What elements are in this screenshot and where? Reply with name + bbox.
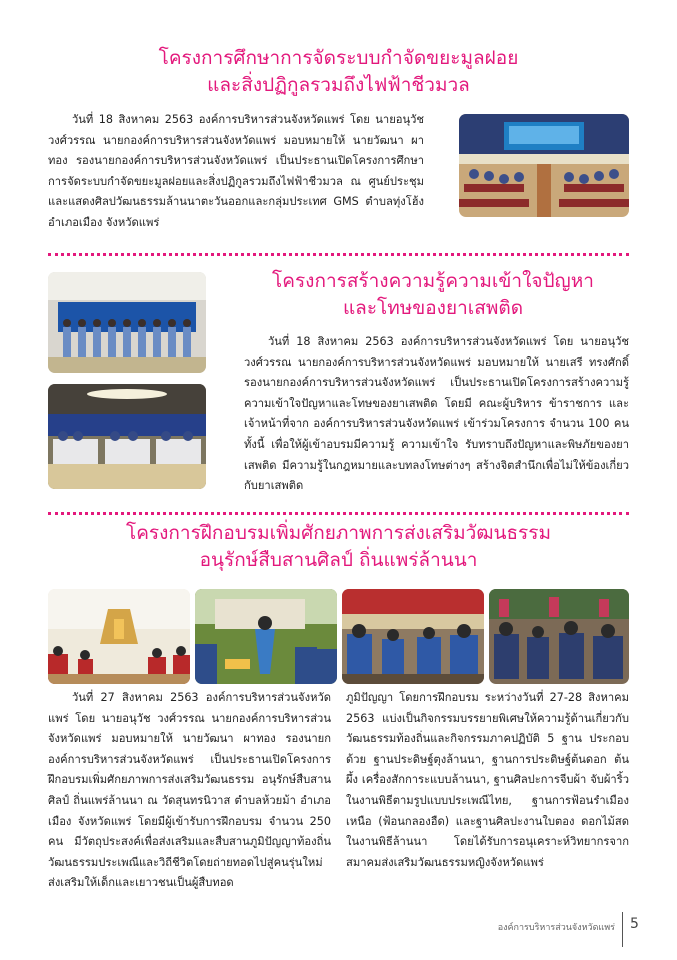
section3-photo-workshop-outdoor (195, 589, 337, 684)
section3-column-1: วันที่ 27 สิงหาคม 2563 องค์การบริหารส่วนจังหวัดแพร่ โดย นายอนุวัช วงศ์วรรณ นายกองค์การบริหารส่วนจังหวัดแพร่ มอบหมายให้ นายวัฒนา ผาทอง รองนายกองค์การบริหารส่วนจังหวัดแพร่ เป็นประธานเปิดโครงการฝึกอบรมเพิ่มศักยภาพการส่งเสริมวัฒนธรรม อนุรักษ์สืบสานศิลป์ ถิ่นแพร่ล้านนา ณ วัดสุนทรนิวาส ตำบลห้วยม้า อำเภอเมือง จังหวัดแพร่ โดยมีผู้เข้ารับการฝึกอบรม จำนวน 250 คน มีวัตถุประสงค์เพื่อส่งเสริมและสืบสานภูมิปัญญาท้องถิ่น วัฒนธรรมประเพณีและวิถีชีวิตโดยถ่ายทอดไปสู่คนรุ่นใหม่ ส่งเสริมให้เด็กและเยาวชนเป็นผู้สืบทอด (48, 691, 331, 890)
divider-1 (48, 253, 629, 256)
section1-photo-meeting-hall (459, 114, 629, 217)
section3-column-2: ภูมิปัญญา โดยการฝึกอบรม ระหว่างวันที่ 27-28 สิงหาคม 2563 แบ่งเป็นกิจกรรมบรรยายพิเศษให้ความรู้ด้านเกี่ยวกับวัฒนธรรมท้องถิ่นและกิจกรรมภาคปฏิบัติ 5 ฐาน ประกอบด้วย ฐานประดิษฐ์ตุงล้านนา, ฐานการประดิษฐ์ต้นดอก ต้นผึ้ง เครื่องสักการะแบบล้านนา, ฐานศิลปะการจีบผ้า จับผ้าริ้วในงานพิธีตามรูปแบบประเพณีไทย, ฐานการฟ้อนรำเมืองเหนือ (ฟ้อนกลองอืด) และฐานศิลปะงานใบตอง ดอกไม้สดในงานพิธีล้านนา โดยได้รับการอนุเคราะห์วิทยากรจากสมาคมส่งเสริมวัฒนธรรมหญิงจังหวัดแพร่ (346, 691, 629, 869)
section3-title-line1: โครงการฝึกอบรมเพิ่มศักยภาพการส่งเสริมวัฒนธรรม (126, 522, 551, 544)
section1-title (20, 45, 657, 99)
section3-title-line2: อนุรักษ์สืบสานศิลป์ ถิ่นแพร่ล้านนา (199, 549, 478, 571)
section1-paragraph: วันที่ 18 สิงหาคม 2563 องค์การบริหารส่วนจังหวัดแพร่ โดย นายอนุวัช วงศ์วรรณ นายกองค์การบริหารส่วนจังหวัดแพร่ มอบหมายให้ นายวัฒนา ผาทอง รองนายกองค์การบริหารส่วนจังหวัดแพร่ เป็นประธานเปิดโครงการศึกษาการจัดระบบกำจัดขยะมูลฝอยและสิ่งปฏิกูลรวมถึงไฟฟ้าชีวมวล ณ ศูนย์ประชุมและแสดงศิลปวัฒนธรรมล้านนาตะวันออกและกลุ่มประเทศ GMS ตำบลทุ่งโฮ้ง อำเภอเมือง จังหวัดแพร่ (48, 113, 424, 229)
section3-photo-temple (48, 589, 190, 684)
section2-photo-seminar (48, 384, 206, 489)
section2-photo-group (48, 272, 206, 373)
section3-photo-hall-crowd (342, 589, 484, 684)
section2-title (228, 268, 638, 322)
divider-2 (48, 512, 629, 515)
footer-divider (622, 912, 623, 947)
section1-title-line1: โครงการศึกษาการจัดระบบกำจัดขยะมูลฝอย (158, 47, 519, 69)
section3-title (20, 520, 657, 574)
footer-org-name: องค์การบริหารส่วนจังหวัดแพร่ (497, 923, 615, 933)
page-number: 5 (630, 916, 639, 932)
section2-title-line1: โครงการสร้างความรู้ความเข้าใจปัญหา (272, 270, 594, 292)
section2-title-line2: และโทษของยาเสพติด (342, 297, 524, 319)
section1-title-line2: และสิ่งปฏิกูลรวมถึงไฟฟ้าชีวมวล (207, 74, 470, 96)
section3-photo-group-class (489, 589, 629, 684)
section2-paragraph: วันที่ 18 สิงหาคม 2563 องค์การบริหารส่วนจังหวัดแพร่ โดย นายอนุวัช วงศ์วรรณ นายกองค์การบริหารส่วนจังหวัดแพร่ มอบหมายให้ นายเสรี ทรงศักดิ์ รองนายกองค์การบริหารส่วนจังหวัดแพร่ เป็นประธานเปิดโครงการสร้างความรู้ความเข้าใจปัญหาและโทษของยาเสพติด โดยมี คณะผู้บริหาร ข้าราชการ และเจ้าหน้าที่จาก องค์การบริหารส่วนจังหวัดแพร่ เข้าร่วมโครงการ จำนวน 100 คน ทั้งนี้ เพื่อให้ผู้เข้าอบรมมีความรู้ ความเข้าใจ รับทราบถึงปัญหาและพิษภัยของยาเสพติด มีความรู้ในกฎหมายและบทลงโทษต่างๆ สร้างจิตสำนึกเพื่อไม่ให้ข้องเกี่ยวกับยาเสพติด (244, 335, 629, 493)
